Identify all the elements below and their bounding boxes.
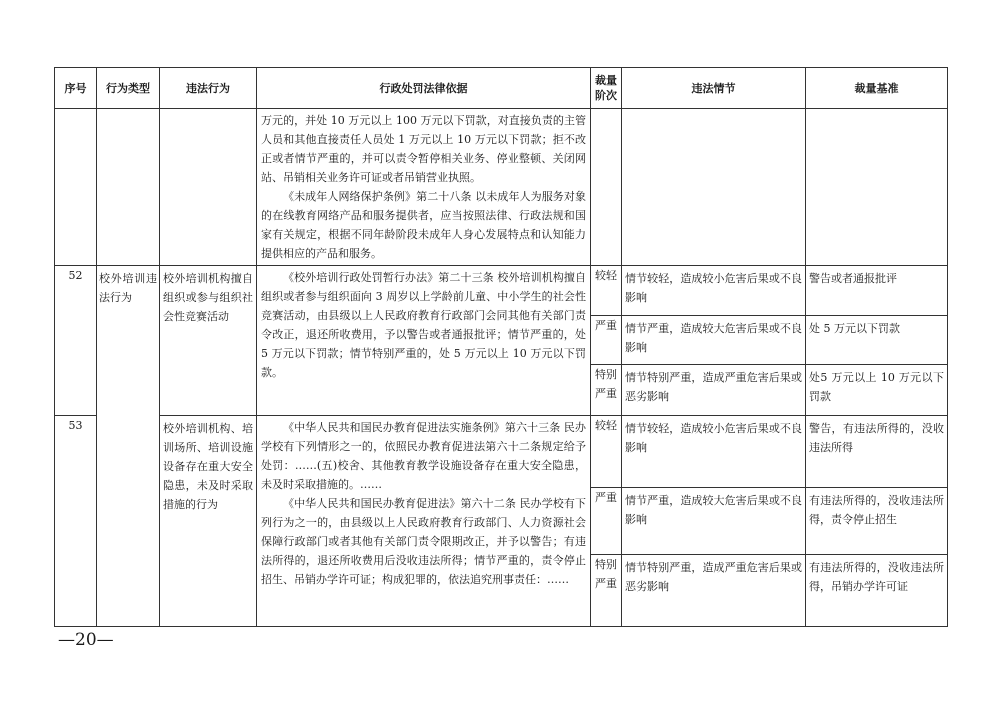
level-text: 特别严重: [595, 558, 617, 590]
cell-level: [591, 365, 622, 416]
cell-circumstances: [622, 365, 806, 416]
level-text: 严重: [595, 491, 617, 504]
cell-std-empty: [806, 109, 948, 266]
std-text: 警告，有违法所得的，没收违法所得: [809, 422, 944, 454]
cell-act-empty: [160, 109, 257, 266]
std-text: 有违法所得的，没收违法所得，吊销办学许可证: [809, 561, 944, 593]
cell-violation: [160, 266, 257, 416]
cell-seq-empty: [55, 109, 97, 266]
cell-level: [591, 316, 622, 365]
basis-paragraph: 《中华人民共和国民办教育促进法》第六十二条 民办学校有下列行为之一的，由县级以上人民政府教育行政部门、人力资源社会保障行政部门或者其他有关部门责令限期改正，并予以警告；有违法所得的，退还所收费用后没收违法所得；情节严重的，责令停止招生、吊销办学许可证；构成犯罪的，依法追究刑事责任：……: [261, 497, 586, 586]
table-row-continuation: [55, 109, 948, 266]
std-text: 警告或者通报批评: [809, 272, 897, 285]
table-row: [55, 416, 948, 488]
basis-paragraph: 《校外培训行政处罚暂行办法》第二十三条 校外培训机构擅自组织或者参与组织面向 3 周岁以上学龄前儿童、中小学生的社会性竞赛活动，由县级以上人民政府教育行政部门会同其他有关部门责令改正，退还所收费用，予以警告或者通报批评；情节严重的，处 5 万元以下罚款；情节特别严重的，处 5 万元以上 10 万元以下罚款。: [261, 271, 586, 379]
cell-level: [591, 266, 622, 316]
cell-circumstances: [622, 416, 806, 488]
behavior-type-text: 校外培训违法行为: [99, 272, 157, 304]
header-violation: 违法行为: [160, 68, 257, 109]
cell-seq: 52: [55, 266, 97, 416]
basis-paragraph: 《中华人民共和国民办教育促进法实施条例》第六十三条 民办学校有下列情形之一的，依照民办教育促进法第六十二条规定给予处罚：……(五)校舍、其他教育教学设施设备存在重大安全隐患，未及时采取措施的。……: [261, 421, 586, 491]
circ-text: 情节严重，造成较大危害后果或不良影响: [625, 322, 802, 354]
circ-text: 情节特别严重，造成严重危害后果或恶劣影响: [625, 561, 802, 593]
header-circumstances: 违法情节: [622, 68, 806, 109]
table-row: [55, 266, 948, 316]
header-legal-basis: 行政处罚法律依据: [257, 68, 591, 109]
cell-level: [591, 555, 622, 627]
cell-level: [591, 416, 622, 488]
cell-violation: [160, 416, 257, 627]
header-behavior-type: 行为类型: [97, 68, 160, 109]
basis-paragraph: 《未成年人网络保护条例》第二十八条 以未成年人为服务对象的在线教育网络产品和服务提供者，应当按照法律、行政法规和国家有关规定，根据不同年龄阶段未成年人身心发展特点和认知能力提供相应的产品和服务。: [261, 190, 586, 260]
std-text: 有违法所得的，没收违法所得，责令停止招生: [809, 494, 944, 526]
cell-type-empty: [97, 109, 160, 266]
violation-text: 校外培训机构擅自组织或参与组织社会性竞赛活动: [163, 272, 253, 323]
std-text: 处 5 万元以下罚款: [809, 322, 900, 335]
level-text: 较轻: [595, 419, 617, 432]
basis-paragraph: 万元的，并处 10 万元以上 100 万元以下罚款，对直接负责的主管人员和其他直接责任人员处 1 万元以上 10 万元以下罚款；拒不改正或者情节严重的，并可以责令暂停相关业务、停业整顿、关闭网站、吊销相关业务许可证或者吊销营业执照。: [261, 114, 586, 184]
circ-text: 情节较轻，造成较小危害后果或不良影响: [625, 272, 802, 304]
cell-standard: [806, 416, 948, 488]
circ-text: 情节特别严重，造成严重危害后果或恶劣影响: [625, 371, 802, 403]
cell-circumstances: [622, 266, 806, 316]
cell-circumstances: [622, 488, 806, 555]
cell-standard: [806, 316, 948, 365]
cell-standard: [806, 555, 948, 627]
header-discretion-level: 裁量阶次: [591, 68, 622, 109]
cell-legal-basis: [257, 416, 591, 627]
cell-circumstances: [622, 555, 806, 627]
std-text: 处5 万元以上 10 万元以下罚款: [809, 371, 944, 403]
penalty-discretion-table: [54, 67, 948, 627]
header-seq: 序号: [55, 68, 97, 109]
cell-circumstances: [622, 316, 806, 365]
cell-standard: [806, 266, 948, 316]
table-header-row: [55, 68, 948, 109]
cell-seq: 53: [55, 416, 97, 627]
level-text: 特别严重: [595, 368, 617, 400]
cell-legal-basis: [257, 266, 591, 416]
cell-circ-empty: [622, 109, 806, 266]
cell-legal-basis: [257, 109, 591, 266]
cell-behavior-type: [97, 266, 160, 627]
circ-text: 情节严重，造成较大危害后果或不良影响: [625, 494, 802, 526]
level-text: 较轻: [595, 269, 617, 282]
circ-text: 情节较轻，造成较小危害后果或不良影响: [625, 422, 802, 454]
level-text: 严重: [595, 319, 617, 332]
cell-standard: [806, 365, 948, 416]
page-number: —20—: [58, 630, 114, 650]
header-discretion-standard: 裁量基准: [806, 68, 948, 109]
cell-level-empty: [591, 109, 622, 266]
violation-text: 校外培训机构、培训场所、培训设施设备存在重大安全隐患，未及时采取措施的行为: [163, 422, 253, 511]
cell-standard: [806, 488, 948, 555]
cell-level: [591, 488, 622, 555]
